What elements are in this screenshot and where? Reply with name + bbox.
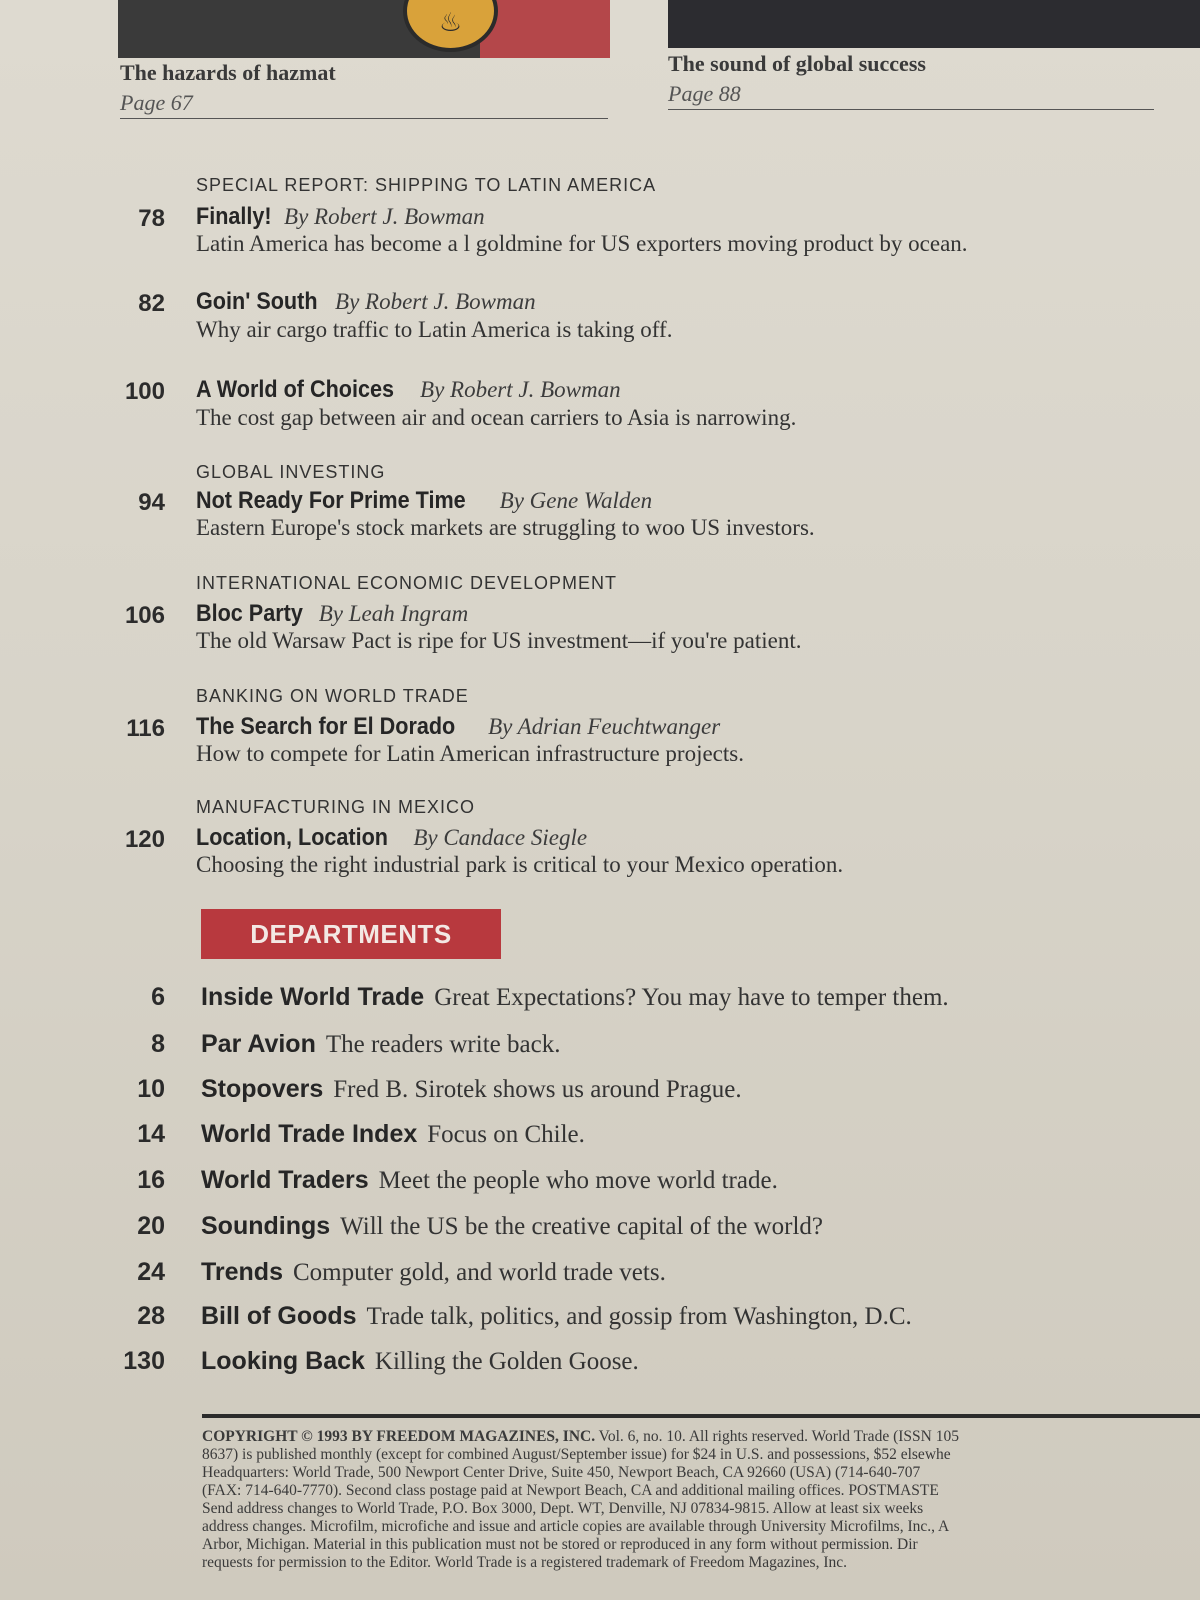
teaser-page: Page 88 — [668, 81, 741, 106]
feature-article[interactable] — [120, 378, 1190, 438]
teaser-title: The hazards of hazmat — [120, 60, 336, 85]
copyright-line: address changes. Microfilm, microfiche and issue and article copies are available through University Microfilms, Inc., A — [202, 1518, 950, 1535]
article-byline: By Robert J. Bowman — [420, 377, 621, 402]
article-description: Latin America has become a l goldmine for US exporters moving product by ocean. — [196, 231, 968, 256]
article-title: The Search for El Dorado — [196, 713, 456, 740]
article-byline: By Leah Ingram — [318, 601, 469, 626]
article-title: Not Ready For Prime Time — [196, 487, 466, 514]
department-name: Par Avion — [201, 1030, 316, 1058]
department-description: Great Expectations? You may have to temper them. — [434, 984, 949, 1011]
article-page-number: 116 — [126, 715, 165, 742]
article-byline: By Adrian Feuchtwanger — [488, 714, 721, 739]
feature-article[interactable] — [120, 573, 1190, 653]
department-description: Trade talk, politics, and gossip from Washington, D.C. — [366, 1303, 912, 1330]
teaser-title: The sound of global success — [668, 51, 926, 76]
section-label: INTERNATIONAL ECONOMIC DEVELOPMENT — [196, 573, 618, 593]
global-success-photo — [668, 0, 1200, 48]
department-name: Bill of Goods — [201, 1302, 357, 1330]
article-byline: By Gene Walden — [499, 488, 653, 513]
department-item[interactable] — [120, 1120, 1180, 1149]
copyright-text: Vol. 6, no. 10. All rights reserved. World Trade (ISSN 105 — [595, 1428, 959, 1445]
department-item[interactable] — [120, 1258, 1180, 1287]
copyright-line — [202, 1428, 1200, 1446]
department-name: Trends — [201, 1258, 283, 1286]
teaser-hazmat[interactable] — [120, 60, 608, 119]
departments-heading: DEPARTMENTS — [201, 909, 501, 959]
department-name: World Trade Index — [201, 1120, 418, 1148]
copyright-line: Headquarters: World Trade, 500 Newport Center Drive, Suite 450, Newport Beach, CA 92660 (USA) (714-640-707 — [202, 1464, 921, 1481]
copyright-lead: COPYRIGHT © 1993 BY FREEDOM MAGAZINES, INC. — [202, 1428, 596, 1445]
department-page-number: 14 — [137, 1120, 165, 1148]
department-description: Meet the people who move world trade. — [378, 1167, 778, 1194]
department-page-number: 20 — [137, 1212, 165, 1240]
section-label: MANUFACTURING IN MEXICO — [196, 797, 476, 817]
feature-article[interactable] — [120, 797, 1190, 877]
article-description: The cost gap between air and ocean carriers to Asia is narrowing. — [196, 405, 797, 430]
article-heading — [196, 203, 485, 231]
article-description: Why air cargo traffic to Latin America is taking off. — [196, 317, 673, 342]
feature-article[interactable] — [120, 462, 1190, 542]
article-page-number: 106 — [124, 602, 165, 629]
article-page-number: 100 — [124, 378, 165, 405]
department-name: World Traders — [201, 1166, 369, 1194]
department-page-number: 10 — [137, 1075, 165, 1103]
department-description: Killing the Golden Goose. — [374, 1348, 639, 1375]
article-byline: By Robert J. Bowman — [284, 204, 485, 229]
article-page-number: 94 — [138, 489, 165, 516]
department-item[interactable] — [120, 983, 1180, 1012]
feature-article[interactable] — [120, 686, 1190, 766]
photo-red-panel — [480, 0, 610, 58]
department-page-number: 28 — [137, 1302, 165, 1330]
copyright-line: Arbor, Michigan. Material in this publication must not be stored or reproduced in any form without permission. Dir — [202, 1536, 918, 1553]
article-title: A World of Choices — [196, 376, 395, 403]
article-title: Location, Location — [196, 824, 388, 851]
section-label: GLOBAL INVESTING — [196, 462, 386, 482]
department-item[interactable] — [120, 1212, 1180, 1241]
copyright-line: (FAX: 714-640-7770). Second class postage paid at Newport Beach, CA and additional mailing offices. POSTMASTE — [202, 1482, 939, 1499]
department-description: Fred B. Sirotek shows us around Prague. — [333, 1076, 742, 1103]
department-item[interactable] — [120, 1302, 1180, 1331]
copyright-notice — [202, 1428, 1200, 1600]
department-item[interactable] — [120, 1347, 1180, 1376]
department-page-number: 6 — [151, 983, 165, 1011]
article-heading — [196, 713, 720, 741]
department-page-number: 16 — [137, 1166, 165, 1194]
article-heading — [196, 288, 536, 316]
article-heading — [196, 487, 652, 515]
article-byline: By Robert J. Bowman — [335, 289, 536, 314]
section-label: SPECIAL REPORT: SHIPPING TO LATIN AMERICA — [196, 175, 657, 195]
article-page-number: 120 — [124, 826, 165, 853]
feature-article[interactable] — [120, 175, 1190, 255]
hazmat-photo — [118, 0, 610, 58]
article-description: Choosing the right industrial park is critical to your Mexico operation. — [196, 852, 844, 877]
section-label: BANKING ON WORLD TRADE — [196, 686, 469, 706]
article-description: Eastern Europe's stock markets are struggling to woo US investors. — [196, 515, 815, 540]
department-page-number: 24 — [137, 1258, 165, 1286]
department-page-number: 130 — [123, 1347, 165, 1375]
article-title: Bloc Party — [196, 600, 303, 627]
teaser-rule — [120, 118, 608, 119]
copyright-rule — [202, 1414, 1200, 1418]
department-name: Stopovers — [201, 1075, 324, 1103]
article-page-number: 78 — [138, 205, 165, 232]
department-item[interactable] — [120, 1030, 1180, 1059]
article-description: How to compete for Latin American infrastructure projects. — [196, 741, 744, 766]
article-title: Finally! — [196, 203, 272, 230]
article-page-number: 82 — [138, 290, 165, 317]
copyright-line: requests for permission to the Editor. World Trade is a registered trademark of Freedom Magazines, Inc. — [202, 1554, 847, 1571]
article-description: The old Warsaw Pact is ripe for US investment—if you're patient. — [196, 628, 802, 653]
article-title: Goin' South — [196, 288, 318, 315]
department-description: The readers write back. — [325, 1031, 561, 1058]
department-name: Looking Back — [201, 1347, 365, 1375]
article-heading — [196, 824, 587, 852]
copyright-line: Send address changes to World Trade, P.O. Box 3000, Dept. WT, Denville, NJ 07834-9815. Allow at least six weeks — [202, 1500, 924, 1517]
department-name: Soundings — [201, 1212, 331, 1240]
department-description: Will the US be the creative capital of the world? — [340, 1213, 823, 1240]
department-name: Inside World Trade — [201, 983, 425, 1011]
flame-icon: ♨ — [403, 0, 498, 52]
teaser-global-success[interactable] — [668, 51, 1154, 110]
department-description: Computer gold, and world trade vets. — [292, 1259, 666, 1286]
department-page-number: 8 — [151, 1030, 165, 1058]
department-description: Focus on Chile. — [427, 1121, 585, 1148]
copyright-line: 8637) is published monthly (except for combined August/September issue) for $24 in U.S. and possessions, $52 elsewhe — [202, 1446, 951, 1463]
feature-article[interactable] — [120, 290, 1190, 350]
department-item[interactable] — [120, 1166, 1180, 1195]
article-heading — [196, 600, 468, 628]
article-heading — [196, 376, 621, 404]
article-byline: By Candace Siegle — [413, 825, 588, 850]
teaser-page: Page 67 — [120, 90, 193, 115]
teaser-rule — [668, 109, 1154, 110]
department-item[interactable] — [120, 1075, 1180, 1104]
